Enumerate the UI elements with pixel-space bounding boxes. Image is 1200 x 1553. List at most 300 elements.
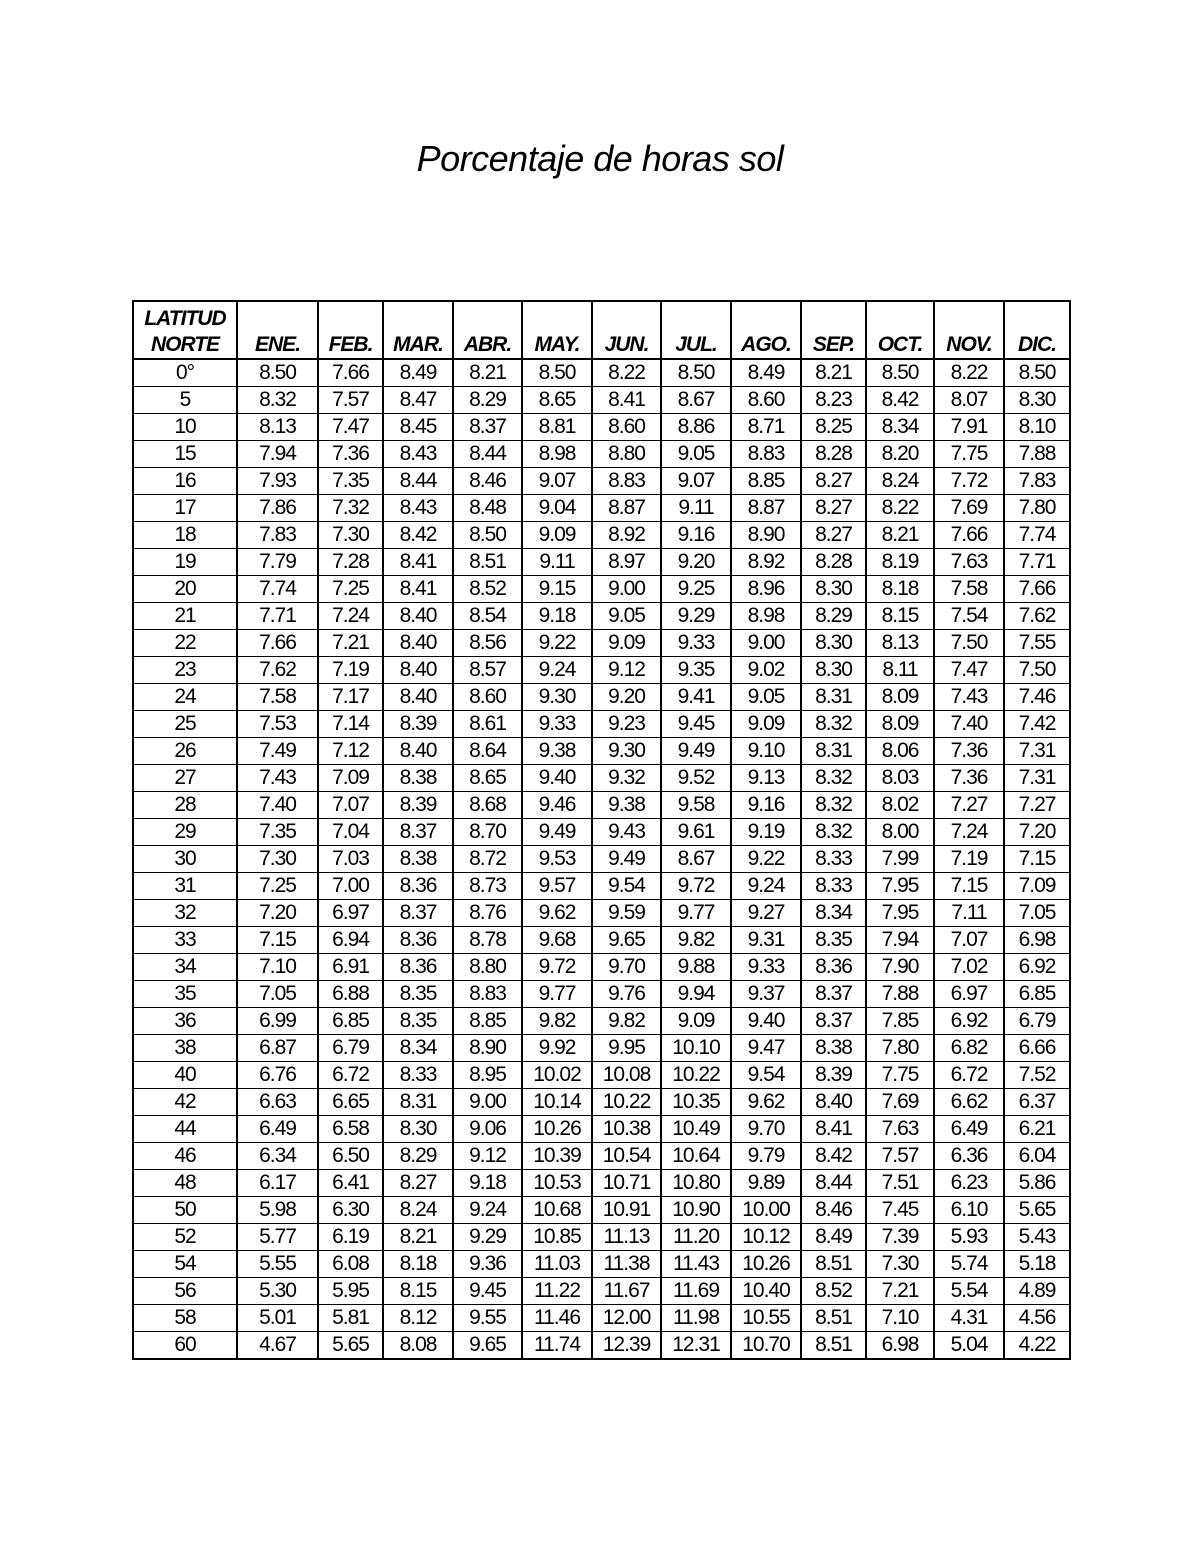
value-cell: 9.94 xyxy=(661,981,731,1008)
value-cell: 6.49 xyxy=(237,1116,318,1143)
value-cell: 7.63 xyxy=(934,549,1004,576)
value-cell: 10.22 xyxy=(661,1062,731,1089)
value-cell: 6.99 xyxy=(237,1008,318,1035)
value-cell: 8.37 xyxy=(801,1008,866,1035)
value-cell: 9.20 xyxy=(661,549,731,576)
latitude-cell: 50 xyxy=(133,1197,237,1224)
value-cell: 7.02 xyxy=(934,954,1004,981)
value-cell: 9.16 xyxy=(661,522,731,549)
value-cell: 7.66 xyxy=(318,359,383,387)
latitude-cell: 44 xyxy=(133,1116,237,1143)
value-cell: 9.82 xyxy=(522,1008,592,1035)
table-row xyxy=(133,603,1070,630)
value-cell: 9.32 xyxy=(592,765,661,792)
value-cell: 7.10 xyxy=(866,1305,934,1332)
value-cell: 8.85 xyxy=(453,1008,522,1035)
value-cell: 9.49 xyxy=(522,819,592,846)
value-cell: 7.40 xyxy=(237,792,318,819)
value-cell: 8.32 xyxy=(801,711,866,738)
value-cell: 8.28 xyxy=(801,549,866,576)
value-cell: 8.27 xyxy=(801,522,866,549)
value-cell: 10.26 xyxy=(731,1251,801,1278)
value-cell: 9.72 xyxy=(522,954,592,981)
latitude-cell: 26 xyxy=(133,738,237,765)
table-row xyxy=(133,1008,1070,1035)
value-cell: 9.19 xyxy=(731,819,801,846)
value-cell: 8.73 xyxy=(453,873,522,900)
value-cell: 8.68 xyxy=(453,792,522,819)
value-cell: 7.03 xyxy=(318,846,383,873)
table-row xyxy=(133,630,1070,657)
latitude-cell: 31 xyxy=(133,873,237,900)
value-cell: 9.04 xyxy=(522,495,592,522)
value-cell: 9.05 xyxy=(661,441,731,468)
value-cell: 6.98 xyxy=(866,1332,934,1360)
value-cell: 8.38 xyxy=(801,1035,866,1062)
value-cell: 9.33 xyxy=(661,630,731,657)
value-cell: 9.62 xyxy=(731,1089,801,1116)
value-cell: 8.36 xyxy=(801,954,866,981)
value-cell: 7.39 xyxy=(866,1224,934,1251)
value-cell: 8.21 xyxy=(866,522,934,549)
latitude-cell: 15 xyxy=(133,441,237,468)
latitude-cell: 40 xyxy=(133,1062,237,1089)
value-cell: 7.27 xyxy=(934,792,1004,819)
value-cell: 8.35 xyxy=(383,1008,453,1035)
value-cell: 7.35 xyxy=(237,819,318,846)
value-cell: 9.18 xyxy=(453,1170,522,1197)
value-cell: 7.54 xyxy=(934,603,1004,630)
value-cell: 8.46 xyxy=(453,468,522,495)
value-cell: 8.44 xyxy=(383,468,453,495)
value-cell: 7.10 xyxy=(237,954,318,981)
value-cell: 5.81 xyxy=(318,1305,383,1332)
value-cell: 8.15 xyxy=(866,603,934,630)
value-cell: 8.03 xyxy=(866,765,934,792)
value-cell: 8.25 xyxy=(801,414,866,441)
value-cell: 8.09 xyxy=(866,711,934,738)
value-cell: 8.32 xyxy=(237,387,318,414)
value-cell: 7.50 xyxy=(934,630,1004,657)
value-cell: 7.93 xyxy=(237,468,318,495)
month-header: SEP. xyxy=(801,301,866,359)
value-cell: 7.53 xyxy=(237,711,318,738)
value-cell: 9.70 xyxy=(592,954,661,981)
value-cell: 8.30 xyxy=(1004,387,1070,414)
value-cell: 8.11 xyxy=(866,657,934,684)
value-cell: 7.83 xyxy=(237,522,318,549)
value-cell: 7.66 xyxy=(1004,576,1070,603)
value-cell: 8.35 xyxy=(801,927,866,954)
value-cell: 11.43 xyxy=(661,1251,731,1278)
value-cell: 10.85 xyxy=(522,1224,592,1251)
value-cell: 8.37 xyxy=(801,981,866,1008)
value-cell: 8.08 xyxy=(383,1332,453,1360)
value-cell: 11.46 xyxy=(522,1305,592,1332)
value-cell: 9.49 xyxy=(592,846,661,873)
value-cell: 6.37 xyxy=(1004,1089,1070,1116)
value-cell: 10.14 xyxy=(522,1089,592,1116)
value-cell: 7.66 xyxy=(237,630,318,657)
value-cell: 9.95 xyxy=(592,1035,661,1062)
value-cell: 6.41 xyxy=(318,1170,383,1197)
table-row xyxy=(133,927,1070,954)
latitude-cell: 18 xyxy=(133,522,237,549)
value-cell: 8.44 xyxy=(453,441,522,468)
value-cell: 9.38 xyxy=(522,738,592,765)
value-cell: 8.83 xyxy=(731,441,801,468)
value-cell: 5.93 xyxy=(934,1224,1004,1251)
value-cell: 7.17 xyxy=(318,684,383,711)
value-cell: 9.09 xyxy=(522,522,592,549)
value-cell: 10.40 xyxy=(731,1278,801,1305)
value-cell: 8.12 xyxy=(383,1305,453,1332)
table-row xyxy=(133,684,1070,711)
value-cell: 7.14 xyxy=(318,711,383,738)
value-cell: 8.36 xyxy=(383,873,453,900)
value-cell: 9.11 xyxy=(661,495,731,522)
table-row xyxy=(133,846,1070,873)
value-cell: 12.39 xyxy=(592,1332,661,1360)
value-cell: 7.50 xyxy=(1004,657,1070,684)
value-cell: 9.22 xyxy=(522,630,592,657)
value-cell: 7.47 xyxy=(934,657,1004,684)
value-cell: 7.57 xyxy=(866,1143,934,1170)
value-cell: 6.34 xyxy=(237,1143,318,1170)
value-cell: 4.31 xyxy=(934,1305,1004,1332)
value-cell: 5.01 xyxy=(237,1305,318,1332)
value-cell: 8.96 xyxy=(731,576,801,603)
table-row xyxy=(133,1332,1070,1360)
value-cell: 6.85 xyxy=(318,1008,383,1035)
value-cell: 7.24 xyxy=(934,819,1004,846)
value-cell: 8.90 xyxy=(453,1035,522,1062)
value-cell: 11.98 xyxy=(661,1305,731,1332)
value-cell: 8.22 xyxy=(934,359,1004,387)
value-cell: 9.00 xyxy=(731,630,801,657)
latitude-header xyxy=(133,301,237,359)
value-cell: 8.36 xyxy=(383,927,453,954)
value-cell: 8.39 xyxy=(383,792,453,819)
value-cell: 8.48 xyxy=(453,495,522,522)
value-cell: 9.30 xyxy=(592,738,661,765)
value-cell: 9.25 xyxy=(661,576,731,603)
value-cell: 8.19 xyxy=(866,549,934,576)
value-cell: 10.71 xyxy=(592,1170,661,1197)
value-cell: 7.36 xyxy=(934,738,1004,765)
value-cell: 8.71 xyxy=(731,414,801,441)
value-cell: 5.04 xyxy=(934,1332,1004,1360)
table-row xyxy=(133,819,1070,846)
value-cell: 7.69 xyxy=(934,495,1004,522)
value-cell: 11.74 xyxy=(522,1332,592,1360)
value-cell: 8.78 xyxy=(453,927,522,954)
table-row xyxy=(133,1170,1070,1197)
value-cell: 6.92 xyxy=(1004,954,1070,981)
value-cell: 7.88 xyxy=(1004,441,1070,468)
value-cell: 7.43 xyxy=(934,684,1004,711)
value-cell: 5.74 xyxy=(934,1251,1004,1278)
value-cell: 8.49 xyxy=(383,359,453,387)
value-cell: 6.10 xyxy=(934,1197,1004,1224)
value-cell: 8.42 xyxy=(866,387,934,414)
latitude-cell: 20 xyxy=(133,576,237,603)
latitude-cell: 35 xyxy=(133,981,237,1008)
value-cell: 6.97 xyxy=(934,981,1004,1008)
value-cell: 9.59 xyxy=(592,900,661,927)
value-cell: 7.36 xyxy=(934,765,1004,792)
table-row xyxy=(133,792,1070,819)
value-cell: 8.02 xyxy=(866,792,934,819)
value-cell: 9.11 xyxy=(522,549,592,576)
value-cell: 8.67 xyxy=(661,846,731,873)
value-cell: 8.40 xyxy=(383,630,453,657)
value-cell: 9.20 xyxy=(592,684,661,711)
value-cell: 7.25 xyxy=(318,576,383,603)
value-cell: 6.79 xyxy=(318,1035,383,1062)
value-cell: 7.62 xyxy=(237,657,318,684)
value-cell: 8.34 xyxy=(866,414,934,441)
value-cell: 8.83 xyxy=(453,981,522,1008)
table-row xyxy=(133,1278,1070,1305)
table-row xyxy=(133,1062,1070,1089)
value-cell: 9.61 xyxy=(661,819,731,846)
value-cell: 5.18 xyxy=(1004,1251,1070,1278)
value-cell: 9.76 xyxy=(592,981,661,1008)
value-cell: 4.56 xyxy=(1004,1305,1070,1332)
value-cell: 7.09 xyxy=(1004,873,1070,900)
value-cell: 7.40 xyxy=(934,711,1004,738)
value-cell: 7.71 xyxy=(1004,549,1070,576)
latitude-cell: 16 xyxy=(133,468,237,495)
value-cell: 7.85 xyxy=(866,1008,934,1035)
value-cell: 8.41 xyxy=(383,576,453,603)
value-cell: 7.75 xyxy=(866,1062,934,1089)
value-cell: 7.95 xyxy=(866,900,934,927)
latitude-cell: 27 xyxy=(133,765,237,792)
value-cell: 7.90 xyxy=(866,954,934,981)
value-cell: 8.13 xyxy=(866,630,934,657)
value-cell: 7.63 xyxy=(866,1116,934,1143)
value-cell: 9.23 xyxy=(592,711,661,738)
value-cell: 8.23 xyxy=(801,387,866,414)
value-cell: 9.82 xyxy=(592,1008,661,1035)
value-cell: 8.90 xyxy=(731,522,801,549)
value-cell: 9.53 xyxy=(522,846,592,873)
value-cell: 6.72 xyxy=(934,1062,1004,1089)
latitude-cell: 60 xyxy=(133,1332,237,1360)
value-cell: 7.58 xyxy=(237,684,318,711)
value-cell: 5.55 xyxy=(237,1251,318,1278)
value-cell: 8.60 xyxy=(731,387,801,414)
value-cell: 7.80 xyxy=(1004,495,1070,522)
value-cell: 8.49 xyxy=(801,1224,866,1251)
value-cell: 9.46 xyxy=(522,792,592,819)
value-cell: 6.72 xyxy=(318,1062,383,1089)
value-cell: 9.18 xyxy=(522,603,592,630)
value-cell: 12.31 xyxy=(661,1332,731,1360)
latitude-cell: 0° xyxy=(133,359,237,387)
table-row xyxy=(133,1251,1070,1278)
value-cell: 8.21 xyxy=(453,359,522,387)
value-cell: 8.47 xyxy=(383,387,453,414)
value-cell: 7.74 xyxy=(1004,522,1070,549)
value-cell: 8.50 xyxy=(453,522,522,549)
value-cell: 9.52 xyxy=(661,765,731,792)
value-cell: 8.80 xyxy=(453,954,522,981)
latitude-cell: 21 xyxy=(133,603,237,630)
value-cell: 8.30 xyxy=(801,657,866,684)
latitude-cell: 30 xyxy=(133,846,237,873)
table-row xyxy=(133,441,1070,468)
value-cell: 8.30 xyxy=(383,1116,453,1143)
table-header-row xyxy=(133,301,1070,359)
value-cell: 8.24 xyxy=(866,468,934,495)
value-cell: 9.49 xyxy=(661,738,731,765)
value-cell: 9.29 xyxy=(453,1224,522,1251)
value-cell: 9.65 xyxy=(453,1332,522,1360)
value-cell: 8.20 xyxy=(866,441,934,468)
value-cell: 6.88 xyxy=(318,981,383,1008)
latitude-header-line2: NORTE xyxy=(150,333,220,356)
value-cell: 6.08 xyxy=(318,1251,383,1278)
value-cell: 8.60 xyxy=(453,684,522,711)
value-cell: 7.24 xyxy=(318,603,383,630)
value-cell: 9.45 xyxy=(661,711,731,738)
value-cell: 9.05 xyxy=(592,603,661,630)
value-cell: 7.30 xyxy=(866,1251,934,1278)
table-row xyxy=(133,359,1070,387)
value-cell: 9.27 xyxy=(731,900,801,927)
value-cell: 7.72 xyxy=(934,468,1004,495)
value-cell: 10.64 xyxy=(661,1143,731,1170)
value-cell: 8.43 xyxy=(383,495,453,522)
value-cell: 6.21 xyxy=(1004,1116,1070,1143)
value-cell: 8.80 xyxy=(592,441,661,468)
value-cell: 8.65 xyxy=(453,765,522,792)
latitude-cell: 56 xyxy=(133,1278,237,1305)
value-cell: 9.29 xyxy=(661,603,731,630)
value-cell: 9.40 xyxy=(522,765,592,792)
value-cell: 8.22 xyxy=(866,495,934,522)
value-cell: 8.50 xyxy=(866,359,934,387)
latitude-cell: 29 xyxy=(133,819,237,846)
value-cell: 7.12 xyxy=(318,738,383,765)
value-cell: 8.33 xyxy=(801,873,866,900)
value-cell: 7.30 xyxy=(237,846,318,873)
latitude-cell: 17 xyxy=(133,495,237,522)
value-cell: 9.38 xyxy=(592,792,661,819)
latitude-cell: 19 xyxy=(133,549,237,576)
value-cell: 7.42 xyxy=(1004,711,1070,738)
value-cell: 6.87 xyxy=(237,1035,318,1062)
value-cell: 9.77 xyxy=(522,981,592,1008)
value-cell: 10.35 xyxy=(661,1089,731,1116)
value-cell: 5.95 xyxy=(318,1278,383,1305)
value-cell: 11.38 xyxy=(592,1251,661,1278)
month-header: ENE. xyxy=(237,301,318,359)
value-cell: 7.43 xyxy=(237,765,318,792)
value-cell: 6.65 xyxy=(318,1089,383,1116)
value-cell: 8.46 xyxy=(801,1197,866,1224)
value-cell: 8.51 xyxy=(801,1305,866,1332)
value-cell: 8.13 xyxy=(237,414,318,441)
value-cell: 7.83 xyxy=(1004,468,1070,495)
value-cell: 8.32 xyxy=(801,792,866,819)
value-cell: 11.67 xyxy=(592,1278,661,1305)
sunshine-hours-table xyxy=(132,300,1071,1360)
latitude-cell: 52 xyxy=(133,1224,237,1251)
value-cell: 7.21 xyxy=(318,630,383,657)
value-cell: 9.24 xyxy=(731,873,801,900)
value-cell: 8.24 xyxy=(383,1197,453,1224)
value-cell: 7.45 xyxy=(866,1197,934,1224)
month-header: ABR. xyxy=(453,301,522,359)
value-cell: 8.86 xyxy=(661,414,731,441)
value-cell: 8.98 xyxy=(731,603,801,630)
value-cell: 5.65 xyxy=(318,1332,383,1360)
table-row xyxy=(133,1224,1070,1251)
value-cell: 9.00 xyxy=(453,1089,522,1116)
value-cell: 8.85 xyxy=(731,468,801,495)
value-cell: 9.58 xyxy=(661,792,731,819)
table-row xyxy=(133,954,1070,981)
value-cell: 6.94 xyxy=(318,927,383,954)
value-cell: 6.30 xyxy=(318,1197,383,1224)
value-cell: 7.07 xyxy=(318,792,383,819)
month-header: FEB. xyxy=(318,301,383,359)
value-cell: 8.29 xyxy=(383,1143,453,1170)
page-title: Porcentaje de horas sol xyxy=(416,138,784,179)
value-cell: 8.21 xyxy=(801,359,866,387)
value-cell: 7.21 xyxy=(866,1278,934,1305)
table-row xyxy=(133,468,1070,495)
value-cell: 8.50 xyxy=(1004,359,1070,387)
value-cell: 7.05 xyxy=(1004,900,1070,927)
value-cell: 9.72 xyxy=(661,873,731,900)
value-cell: 10.70 xyxy=(731,1332,801,1360)
value-cell: 9.62 xyxy=(522,900,592,927)
value-cell: 5.65 xyxy=(1004,1197,1070,1224)
value-cell: 11.20 xyxy=(661,1224,731,1251)
value-cell: 8.37 xyxy=(383,900,453,927)
value-cell: 6.23 xyxy=(934,1170,1004,1197)
month-header: MAY. xyxy=(522,301,592,359)
value-cell: 8.40 xyxy=(801,1089,866,1116)
value-cell: 7.25 xyxy=(237,873,318,900)
value-cell: 9.70 xyxy=(731,1116,801,1143)
table-row xyxy=(133,765,1070,792)
value-cell: 8.39 xyxy=(801,1062,866,1089)
value-cell: 10.68 xyxy=(522,1197,592,1224)
value-cell: 10.10 xyxy=(661,1035,731,1062)
value-cell: 8.92 xyxy=(592,522,661,549)
value-cell: 8.87 xyxy=(592,495,661,522)
value-cell: 9.22 xyxy=(731,846,801,873)
value-cell: 10.80 xyxy=(661,1170,731,1197)
value-cell: 8.40 xyxy=(383,738,453,765)
value-cell: 6.85 xyxy=(1004,981,1070,1008)
value-cell: 8.34 xyxy=(801,900,866,927)
latitude-cell: 58 xyxy=(133,1305,237,1332)
value-cell: 9.12 xyxy=(592,657,661,684)
value-cell: 8.40 xyxy=(383,657,453,684)
value-cell: 9.33 xyxy=(731,954,801,981)
value-cell: 8.36 xyxy=(383,954,453,981)
value-cell: 9.00 xyxy=(592,576,661,603)
value-cell: 7.47 xyxy=(318,414,383,441)
value-cell: 8.42 xyxy=(383,522,453,549)
